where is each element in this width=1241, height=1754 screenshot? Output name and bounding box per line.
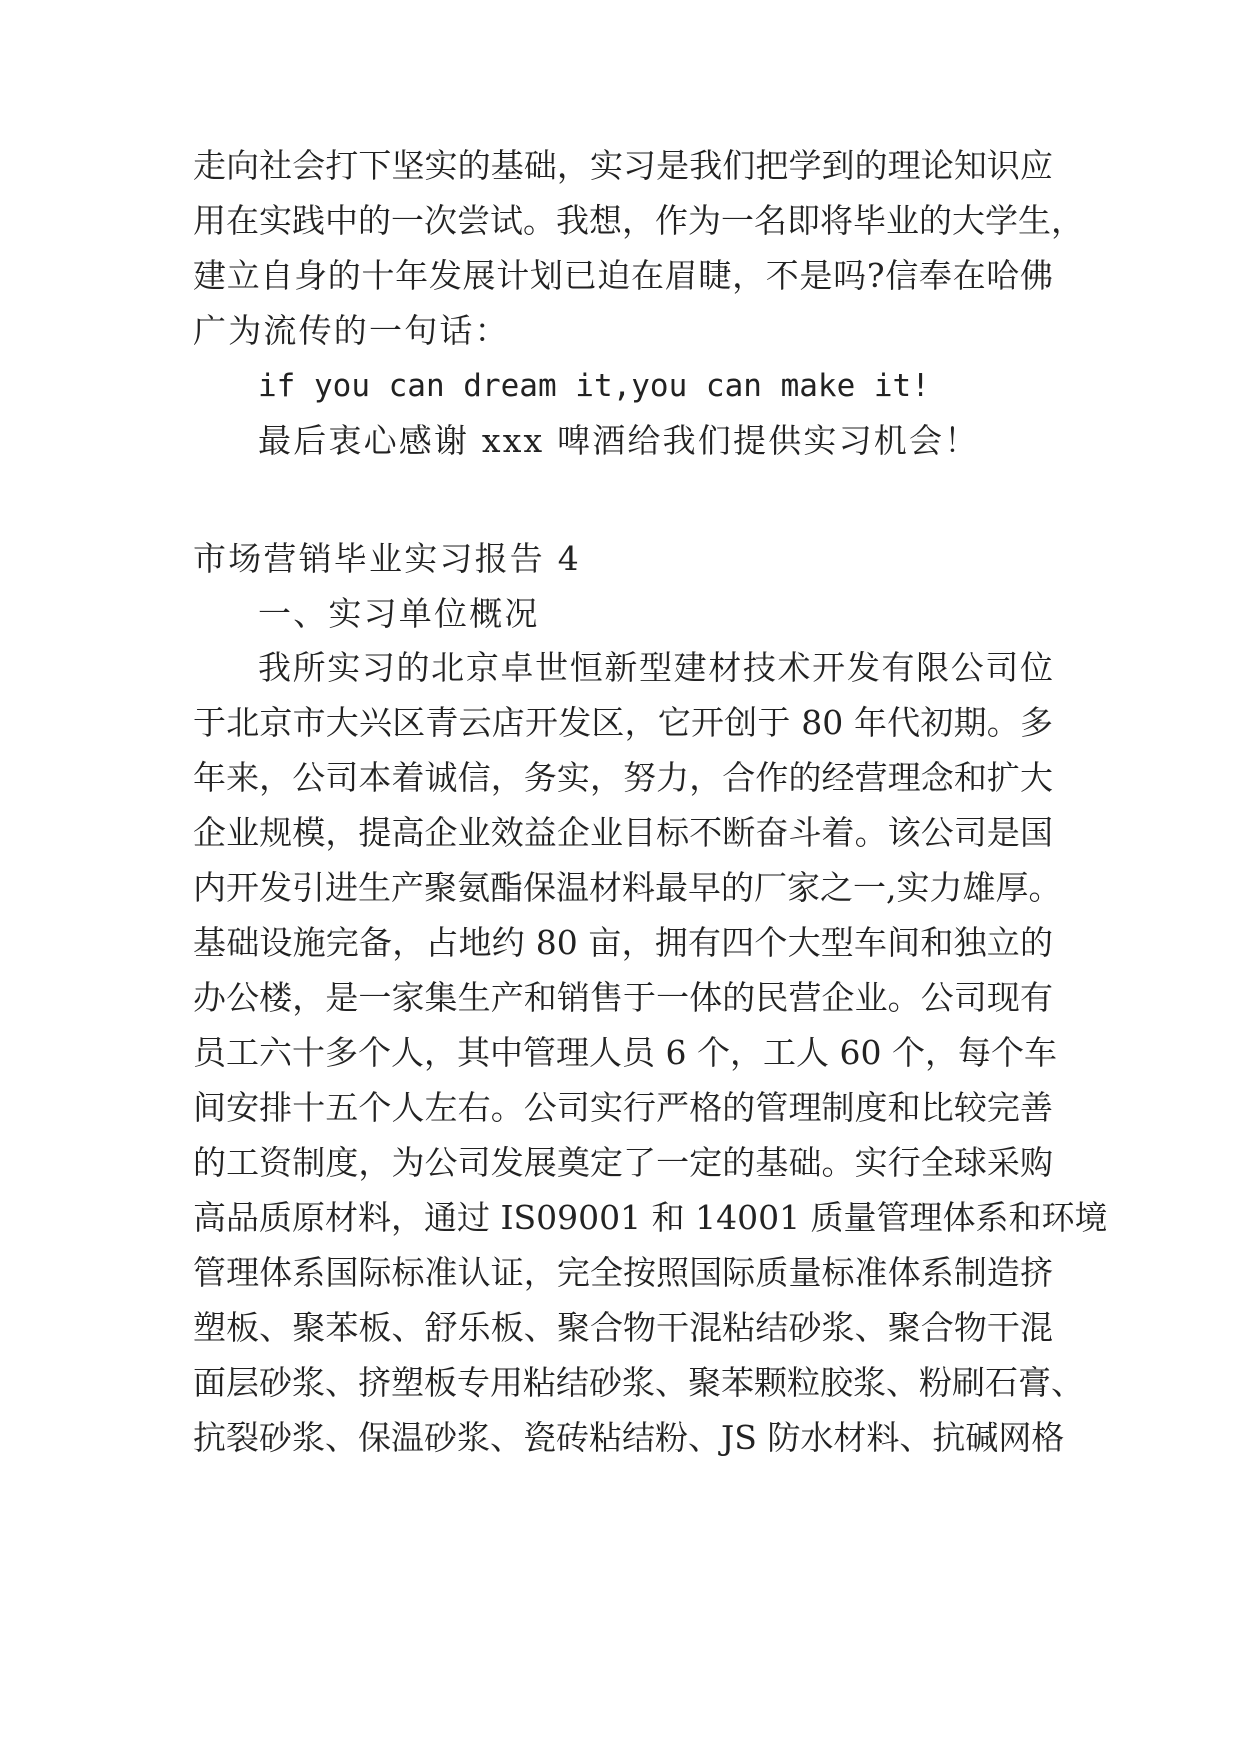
body-line-5: 内开发引进生产聚氨酯保温材料最早的厂家之一,实力雄厚。 xyxy=(193,868,1062,907)
body-line-2: 于北京市大兴区青云店开发区，它开创于 80 年代初期。多 xyxy=(193,703,1053,742)
body-line-4: 企业规模，提高企业效益企业目标不断奋斗着。该公司是国 xyxy=(193,813,1053,852)
body-line-8: 员工六十多个人，其中管理人员 6 个，工人 60 个，每个车 xyxy=(193,1033,1057,1072)
body-line-15: 抗裂砂浆、保温砂浆、瓷砖粘结粉、JS 防水材料、抗碱网格 xyxy=(193,1418,1065,1457)
intro-line-1: 走向社会打下坚实的基础，实习是我们把学到的理论知识应 xyxy=(193,146,1053,185)
section-title: 市场营销毕业实习报告 4 xyxy=(193,539,581,578)
body-line-3: 年来，公司本着诚信，务实，努力，合作的经营理念和扩大 xyxy=(193,758,1053,797)
body-line-10: 的工资制度，为公司发展奠定了一定的基础。实行全球采购 xyxy=(193,1143,1053,1182)
body-line-14: 面层砂浆、挤塑板专用粘结砂浆、聚苯颗粒胶浆、粉刷石膏、 xyxy=(193,1363,1084,1402)
body-line-13: 塑板、聚苯板、舒乐板、聚合物干混粘结砂浆、聚合物干混 xyxy=(193,1308,1053,1347)
body-line-1: 我所实习的北京卓世恒新型建材技术开发有限公司位 xyxy=(258,648,1053,687)
body-line-7: 办公楼，是一家集生产和销售于一体的民营企业。公司现有 xyxy=(193,978,1053,1017)
intro-line-3: 建立自身的十年发展计划已迫在眉睫，不是吗?信奉在哈佛 xyxy=(193,256,1053,295)
subheading: 一、实习单位概况 xyxy=(258,594,540,633)
intro-line-4: 广为流传的一句话： xyxy=(193,311,510,350)
quote-line: if you can dream it,you can make it! xyxy=(258,368,930,404)
intro-line-2: 用在实践中的一次尝试。我想，作为一名即将毕业的大学生， xyxy=(193,201,1084,240)
body-line-11: 高品质原材料，通过 IS09001 和 14001 质量管理体系和环境 xyxy=(193,1198,1108,1237)
thanks-line: 最后衷心感谢 xxx 啤酒给我们提供实习机会！ xyxy=(258,421,980,460)
body-line-9: 间安排十五个人左右。公司实行严格的管理制度和比较完善 xyxy=(193,1088,1053,1127)
body-line-12: 管理体系国际标准认证，完全按照国际质量标准体系制造挤 xyxy=(193,1253,1053,1292)
body-line-6: 基础设施完备，占地约 80 亩，拥有四个大型车间和独立的 xyxy=(193,923,1053,962)
